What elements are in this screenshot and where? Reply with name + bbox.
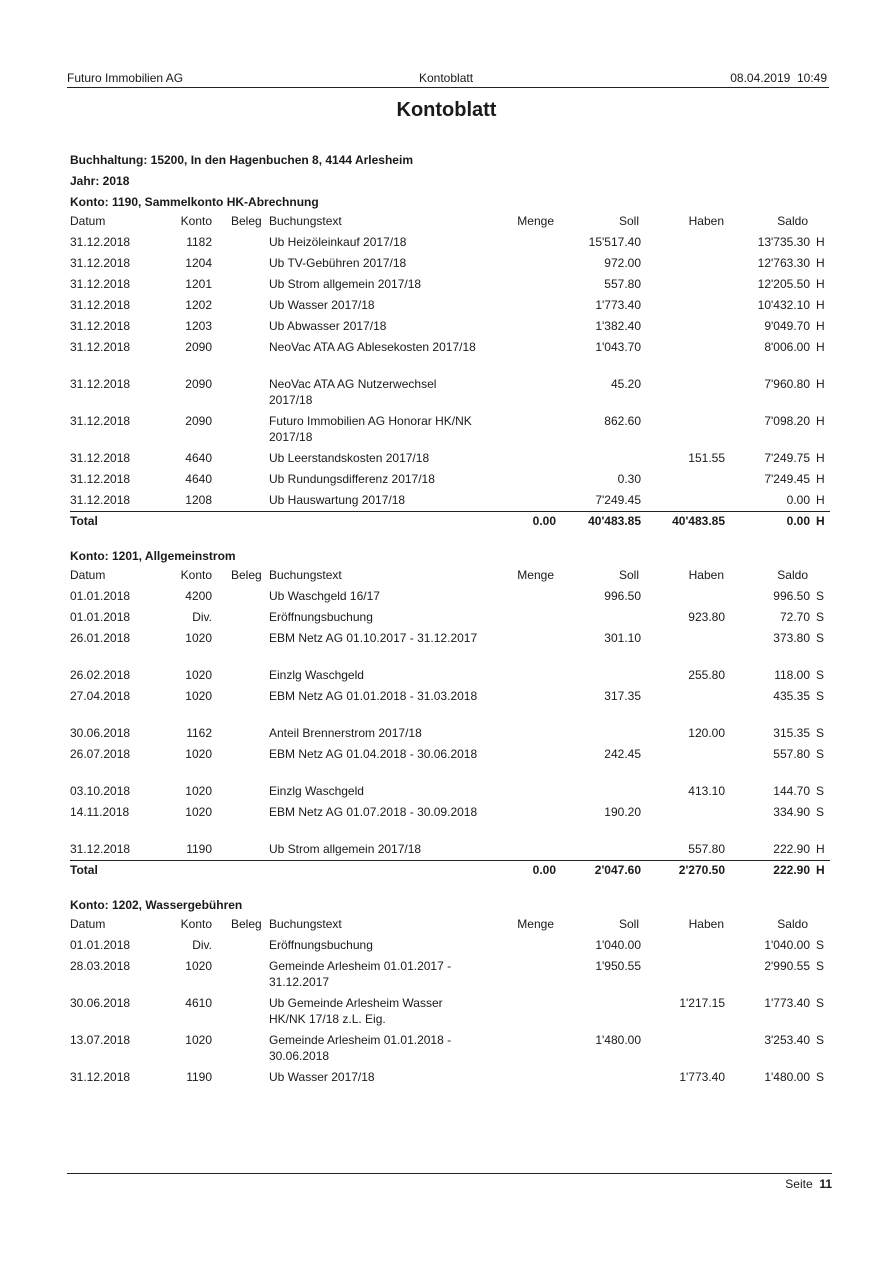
cell-soll-haben-flag: H: [816, 472, 825, 486]
cell-saldo: 373.80: [773, 631, 810, 645]
cell-soll: 1'950.55: [595, 959, 641, 973]
cell-soll: 7'249.45: [595, 493, 641, 507]
cell-soll-haben-flag: H: [816, 277, 825, 291]
cell-soll-haben-flag: S: [816, 1033, 825, 1047]
header-date: 08.04.2019: [730, 71, 791, 85]
col-haben: Haben: [688, 917, 724, 931]
cell-buchungstext: Ub Strom allgemein 2017/18: [269, 277, 422, 291]
cell-soll-haben-flag: H: [816, 493, 825, 507]
cell-soll-haben-flag: H: [816, 298, 825, 312]
cell-buchungstext: NeoVac ATA AG Nutzerwechsel 2017/18: [269, 377, 437, 407]
col-soll: Soll: [618, 917, 639, 931]
cell-soll-haben-flag: H: [816, 377, 825, 391]
table-row: [70, 958, 830, 995]
page-header: [67, 70, 827, 86]
column-header-row: [70, 916, 830, 937]
cell-konto: 1020: [185, 1033, 212, 1047]
cell-soll-haben-flag: S: [816, 996, 825, 1010]
cell-buchungstext: Gemeinde Arlesheim 01.01.2018 - 30.06.2018: [269, 1033, 452, 1063]
col-beleg: Beleg: [231, 917, 262, 931]
cell-soll: 15'517.40: [588, 235, 641, 249]
cell-saldo: 0.00: [786, 493, 810, 507]
col-buchungstext: Buchungstext: [269, 568, 342, 582]
cell-soll: 242.45: [604, 747, 641, 761]
cell-konto: 1190: [186, 1070, 212, 1084]
table-row: [70, 609, 830, 630]
page-number: 11: [819, 1177, 832, 1191]
table-row: [70, 588, 830, 609]
table-row: [70, 746, 830, 783]
table-row: [70, 841, 830, 862]
cell-datum: 26.07.2018: [70, 747, 131, 761]
total-divider: [70, 860, 830, 861]
cell-datum: 31.12.2018: [70, 235, 131, 249]
cell-datum: 26.02.2018: [70, 668, 131, 682]
cell-konto: 1190: [186, 842, 212, 856]
col-buchungstext: Buchungstext: [269, 917, 342, 931]
cell-buchungstext: Ub Wasser 2017/18: [269, 298, 375, 312]
cell-datum: 26.01.2018: [70, 631, 131, 645]
cell-datum: 28.03.2018: [70, 959, 131, 973]
column-header-row: [70, 213, 830, 234]
cell-saldo: 7'098.20: [764, 414, 810, 428]
cell-buchungstext: Einzlg Waschgeld: [269, 668, 364, 682]
cell-saldo: 996.50: [773, 589, 810, 603]
cell-saldo: 12'763.30: [757, 256, 810, 270]
cell-buchungstext: Ub Abwasser 2017/18: [269, 319, 387, 333]
cell-buchungstext: Einzlg Waschgeld: [269, 784, 364, 798]
cell-haben: 151.55: [688, 451, 725, 465]
cell-buchungstext: Ub Waschgeld 16/17: [269, 589, 380, 603]
cell-buchungstext: Eröffnungsbuchung: [269, 610, 373, 624]
cell-haben: 923.80: [688, 610, 725, 624]
table-row: [70, 255, 830, 276]
cell-soll: 862.60: [604, 414, 641, 428]
cell-buchungstext: Futuro Immobilien AG Honorar HK/NK 2017/18: [269, 414, 472, 444]
cell-datum: 31.12.2018: [70, 340, 131, 354]
cell-buchungstext: Ub TV-Gebühren 2017/18: [269, 256, 407, 270]
table-row: [70, 471, 830, 492]
table-row: [70, 630, 830, 667]
cell-konto: 2090: [185, 414, 212, 428]
cell-soll-haben-flag: S: [816, 589, 825, 603]
cell-saldo: 12'205.50: [757, 277, 810, 291]
col-haben: Haben: [688, 214, 724, 228]
account-title: Konto: 1202, Wassergebühren: [70, 898, 243, 912]
cell-saldo: 10'432.10: [757, 298, 810, 312]
col-soll: Soll: [618, 214, 639, 228]
table-row: [70, 783, 830, 804]
cell-buchungstext: Ub Heizöleinkauf 2017/18: [269, 235, 407, 249]
cell-saldo: 1'773.40: [764, 996, 810, 1010]
cell-buchungstext: EBM Netz AG 01.04.2018 - 30.06.2018: [269, 747, 478, 761]
cell-soll-haben-flag: H: [816, 235, 825, 249]
col-datum: Datum: [70, 214, 106, 228]
cell-datum: 01.01.2018: [70, 938, 131, 952]
cell-soll: 317.35: [604, 689, 641, 703]
cell-buchungstext: Ub Strom allgemein 2017/18: [269, 842, 422, 856]
table-row: [70, 492, 830, 513]
cell-saldo: 315.35: [773, 726, 810, 740]
cell-soll-haben-flag: H: [816, 842, 825, 856]
table-row: [70, 1032, 830, 1069]
account-rows: [70, 937, 830, 1090]
cell-saldo: 144.70: [773, 784, 810, 798]
header-time: 10:49: [796, 71, 827, 85]
cell-datum: 03.10.2018: [70, 784, 131, 798]
cell-buchungstext: EBM Netz AG 01.10.2017 - 31.12.2017: [269, 631, 478, 645]
cell-konto: 1020: [185, 805, 212, 819]
cell-saldo: 1'480.00: [764, 1070, 810, 1084]
cell-konto: 1204: [185, 256, 212, 270]
cell-soll-haben-flag: S: [816, 784, 825, 798]
cell-datum: 14.11.2018: [70, 805, 130, 819]
table-row: [70, 450, 830, 471]
cell-soll-haben-flag: S: [816, 747, 825, 761]
col-buchungstext: Buchungstext: [269, 214, 342, 228]
table-row: [70, 376, 830, 413]
cell-haben: 120.00: [688, 726, 725, 740]
cell-datum: 31.12.2018: [70, 377, 131, 391]
cell-konto: 1020: [185, 747, 212, 761]
cell-konto: 2090: [185, 377, 212, 391]
account-title: Konto: 1190, Sammelkonto HK-Abrechnung: [70, 195, 319, 209]
cell-buchungstext: Gemeinde Arlesheim 01.01.2017 - 31.12.2017: [269, 959, 452, 989]
cell-soll: 1'480.00: [595, 1033, 641, 1047]
table-row: [70, 339, 830, 376]
cell-datum: 31.12.2018: [70, 414, 131, 428]
table-row: [70, 804, 830, 841]
cell-datum: 31.12.2018: [70, 298, 131, 312]
cell-saldo: 8'006.00: [764, 340, 810, 354]
cell-datum: 31.12.2018: [70, 472, 131, 486]
col-menge: Menge: [517, 917, 554, 931]
cell-konto: 4610: [185, 996, 212, 1010]
cell-datum: 01.01.2018: [70, 610, 131, 624]
cell-saldo: 3'253.40: [764, 1033, 810, 1047]
cell-datum: 01.01.2018: [70, 589, 131, 603]
cell-soll-haben-flag: H: [816, 414, 825, 428]
buchhaltung-info: Buchhaltung: 15200, In den Hagenbuchen 8, 4144 Arlesheim: [70, 153, 413, 167]
total-saldo: 0.00: [786, 514, 810, 528]
cell-datum: 30.06.2018: [70, 996, 131, 1010]
total-saldo: 222.90: [773, 863, 810, 877]
cell-saldo: 7'249.45: [764, 472, 810, 486]
cell-buchungstext: Ub Wasser 2017/18: [269, 1070, 375, 1084]
cell-saldo: 72.70: [779, 610, 810, 624]
col-datum: Datum: [70, 917, 106, 931]
total-label: Total: [70, 863, 98, 877]
cell-soll: 996.50: [604, 589, 641, 603]
col-saldo: Saldo: [777, 568, 808, 582]
cell-datum: 31.12.2018: [70, 451, 131, 465]
cell-soll: 1'382.40: [595, 319, 641, 333]
footer-divider: [67, 1173, 832, 1174]
column-header-row: [70, 567, 830, 588]
cell-soll: 1'773.40: [595, 298, 641, 312]
cell-soll-haben-flag: S: [816, 805, 825, 819]
cell-konto: 1202: [185, 298, 212, 312]
cell-buchungstext: Eröffnungsbuchung: [269, 938, 373, 952]
cell-saldo: 222.90: [773, 842, 810, 856]
table-row: [70, 276, 830, 297]
cell-datum: 31.12.2018: [70, 256, 131, 270]
cell-saldo: 557.80: [773, 747, 810, 761]
cell-buchungstext: Ub Hauswartung 2017/18: [269, 493, 406, 507]
cell-soll: 45.20: [610, 377, 641, 391]
table-row: [70, 297, 830, 318]
cell-datum: 31.12.2018: [70, 493, 131, 507]
total-soll: 2'047.60: [594, 863, 641, 877]
cell-buchungstext: NeoVac ATA AG Ablesekosten 2017/18: [269, 340, 476, 354]
cell-haben: 1'217.15: [679, 996, 725, 1010]
cell-soll-haben-flag: S: [816, 726, 825, 740]
cell-konto: 1208: [185, 493, 212, 507]
cell-saldo: 7'960.80: [764, 377, 810, 391]
page-label: Seite: [785, 1177, 813, 1191]
cell-soll: 1'043.70: [595, 340, 641, 354]
cell-konto: 1203: [185, 319, 212, 333]
cell-konto: 1020: [185, 784, 212, 798]
cell-soll: 190.20: [604, 805, 641, 819]
total-haben: 2'270.50: [678, 863, 725, 877]
col-konto: Konto: [180, 568, 212, 582]
page-number-label: [785, 1176, 832, 1192]
cell-konto: Div.: [192, 938, 212, 952]
cell-saldo: 435.35: [773, 689, 810, 703]
col-saldo: Saldo: [777, 214, 808, 228]
cell-konto: 4640: [185, 472, 212, 486]
cell-buchungstext: EBM Netz AG 01.01.2018 - 31.03.2018: [269, 689, 478, 703]
cell-datum: 31.12.2018: [70, 1070, 131, 1084]
cell-konto: 1201: [185, 277, 212, 291]
cell-saldo: 1'040.00: [764, 938, 810, 952]
col-konto: Konto: [180, 214, 212, 228]
col-haben: Haben: [688, 568, 724, 582]
cell-soll-haben-flag: H: [816, 256, 825, 270]
cell-datum: 31.12.2018: [70, 277, 131, 291]
table-row: [70, 1069, 830, 1090]
total-row: [70, 862, 830, 884]
table-row: [70, 413, 830, 450]
cell-buchungstext: Ub Rundungsdifferenz 2017/18: [269, 472, 435, 486]
total-menge: 0.00: [532, 863, 556, 877]
account-block-1202: [70, 897, 830, 1090]
cell-datum: 13.07.2018: [70, 1033, 131, 1047]
total-sh: H: [816, 514, 825, 528]
cell-datum: 31.12.2018: [70, 842, 131, 856]
cell-soll-haben-flag: S: [816, 631, 825, 645]
total-divider: [70, 511, 830, 512]
cell-soll-haben-flag: S: [816, 668, 825, 682]
cell-buchungstext: Ub Leerstandskosten 2017/18: [269, 451, 430, 465]
col-beleg: Beleg: [231, 214, 262, 228]
cell-konto: 1020: [185, 959, 212, 973]
col-beleg: Beleg: [231, 568, 262, 582]
total-row: [70, 513, 830, 535]
cell-haben: 413.10: [688, 784, 725, 798]
cell-soll: 301.10: [604, 631, 641, 645]
header-center-title: Kontoblatt: [419, 71, 474, 85]
account-title: Konto: 1201, Allgemeinstrom: [70, 549, 236, 563]
col-datum: Datum: [70, 568, 106, 582]
col-menge: Menge: [517, 214, 554, 228]
cell-soll-haben-flag: H: [816, 451, 825, 465]
col-konto: Konto: [180, 917, 212, 931]
cell-konto: 1162: [186, 726, 212, 740]
cell-saldo: 118.00: [774, 668, 810, 682]
cell-soll: 557.80: [604, 277, 641, 291]
total-soll: 40'483.85: [588, 514, 641, 528]
cell-konto: 4640: [185, 451, 212, 465]
table-row: [70, 995, 830, 1032]
cell-konto: Div.: [192, 610, 212, 624]
table-row: [70, 937, 830, 958]
cell-konto: 1020: [185, 689, 212, 703]
col-saldo: Saldo: [777, 917, 808, 931]
cell-soll-haben-flag: S: [816, 1070, 825, 1084]
header-divider: [67, 87, 829, 88]
cell-konto: 1182: [186, 235, 212, 249]
cell-soll-haben-flag: H: [816, 340, 825, 354]
cell-soll-haben-flag: S: [816, 938, 825, 952]
header-datetime: [730, 70, 827, 86]
table-row: [70, 725, 830, 746]
cell-buchungstext: Ub Gemeinde Arlesheim Wasser HK/NK 17/18 z.L. Eig.: [269, 996, 443, 1026]
cell-konto: 1020: [185, 668, 212, 682]
cell-datum: 31.12.2018: [70, 319, 131, 333]
cell-konto: 1020: [185, 631, 212, 645]
header-company: Futuro Immobilien AG: [67, 71, 184, 85]
cell-konto: 2090: [185, 340, 212, 354]
cell-soll: 1'040.00: [595, 938, 641, 952]
table-row: [70, 318, 830, 339]
cell-datum: 27.04.2018: [70, 689, 131, 703]
cell-soll-haben-flag: S: [816, 610, 825, 624]
cell-haben: 557.80: [688, 842, 725, 856]
table-row: [70, 234, 830, 255]
total-sh: H: [816, 863, 825, 877]
cell-datum: 30.06.2018: [70, 726, 131, 740]
page-title: Kontoblatt: [396, 99, 497, 121]
cell-buchungstext: Anteil Brennerstrom 2017/18: [269, 726, 422, 740]
cell-soll-haben-flag: H: [816, 319, 825, 333]
cell-saldo: 334.90: [773, 805, 810, 819]
cell-saldo: 13'735.30: [757, 235, 810, 249]
cell-buchungstext: EBM Netz AG 01.07.2018 - 30.09.2018: [269, 805, 478, 819]
cell-soll-haben-flag: S: [816, 689, 825, 703]
total-label: Total: [70, 514, 98, 528]
account-rows: [70, 234, 830, 513]
account-block-1190: [70, 194, 830, 535]
jahr-info: Jahr: 2018: [70, 174, 130, 188]
total-menge: 0.00: [532, 514, 556, 528]
cell-haben: 1'773.40: [679, 1070, 725, 1084]
total-haben: 40'483.85: [672, 514, 725, 528]
table-row: [70, 667, 830, 688]
cell-haben: 255.80: [688, 668, 725, 682]
cell-soll-haben-flag: S: [816, 959, 825, 973]
account-block-1201: [70, 548, 830, 884]
col-soll: Soll: [618, 568, 639, 582]
cell-saldo: 2'990.55: [764, 959, 810, 973]
cell-soll: 972.00: [604, 256, 641, 270]
cell-saldo: 7'249.75: [764, 451, 810, 465]
table-row: [70, 688, 830, 725]
col-menge: Menge: [517, 568, 554, 582]
cell-saldo: 9'049.70: [764, 319, 810, 333]
cell-soll: 0.30: [617, 472, 641, 486]
cell-konto: 4200: [185, 589, 212, 603]
account-rows: [70, 588, 830, 862]
